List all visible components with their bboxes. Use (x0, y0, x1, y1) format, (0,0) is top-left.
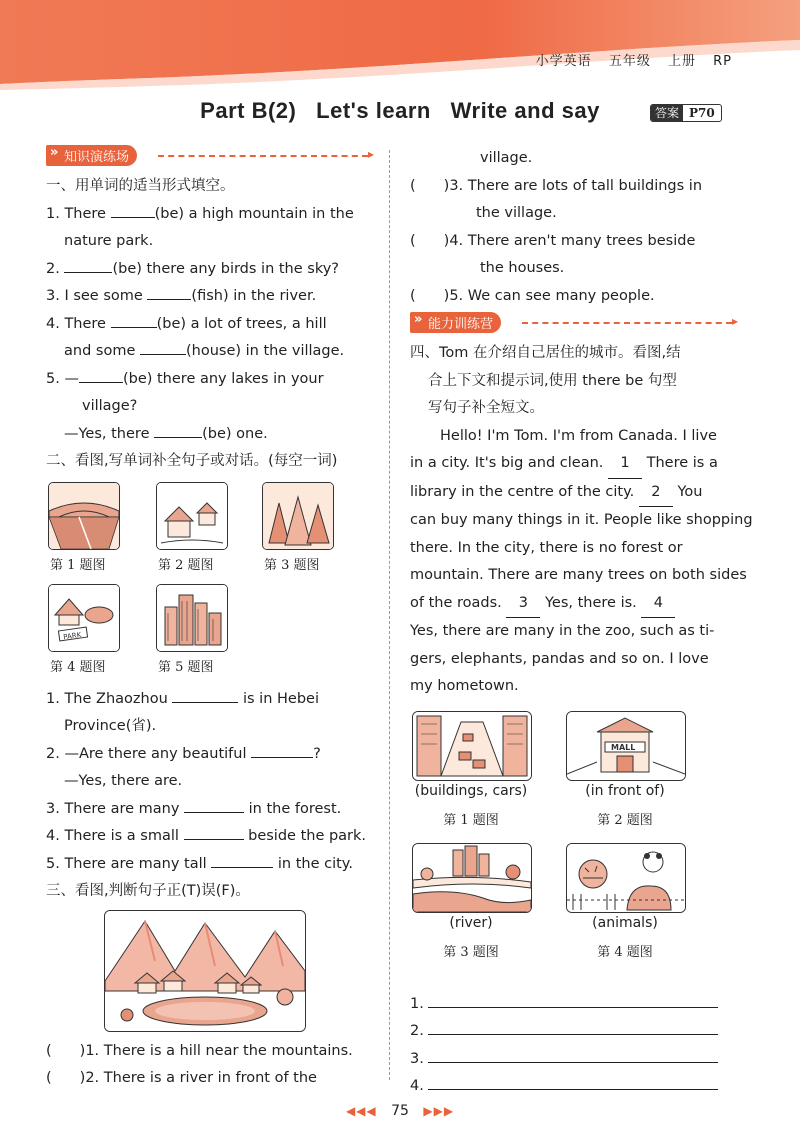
blank-number[interactable]: 2 (639, 479, 673, 508)
q3-line: the village. (476, 205, 557, 221)
volume-label: 上册 (667, 54, 696, 69)
section-header-ability (410, 312, 734, 334)
passage-line: mountain. There are many trees on both sides (410, 567, 747, 583)
hint-label: (river) (449, 914, 493, 931)
left-column (46, 145, 370, 1093)
q4-heading-line: 合上下文和提示词,使用 there be 句型 (428, 372, 677, 389)
passage-line: library in the centre of the city. 2 You (410, 479, 734, 508)
q2-pictures (46, 476, 370, 686)
lake-picture (48, 584, 120, 652)
blank-number[interactable]: 4 (641, 590, 675, 619)
answer-line-row: 2. (410, 1018, 734, 1046)
hint-label: (buildings, cars) (414, 782, 528, 799)
passage-line: Yes, there are many in the zoo, such as ti- (410, 623, 715, 639)
fill-blank[interactable] (140, 340, 186, 355)
q1-line: 5. — (be) there any lakes in your (46, 366, 370, 394)
q1-line: 3. I see some (fish) in the river. (46, 283, 370, 311)
blank-number[interactable]: 3 (506, 590, 540, 619)
q1-heading: 一、用单词的适当形式填空。 (46, 178, 235, 194)
fill-blank[interactable] (172, 688, 238, 703)
picture-caption: 第 5 题图 (158, 659, 214, 675)
q2-line: 1. The Zhaozhou is in Hebei (46, 686, 370, 714)
q1-line: and some (house) in the village. (46, 338, 370, 366)
fill-blank[interactable] (147, 285, 191, 300)
village-scene-picture (104, 910, 306, 1032)
q3-heading: 三、看图,判断句子正(T)误(F)。 (46, 883, 250, 899)
zoo-animals-picture (566, 843, 686, 913)
q1-line: 2. (be) there any birds in the sky? (46, 256, 370, 284)
forest-picture (262, 482, 334, 550)
column-divider (389, 150, 390, 1080)
right-column (410, 145, 753, 1101)
picture-caption: 第 2 题图 (597, 812, 653, 828)
grade-label: 五年级 (608, 54, 651, 69)
q1-line: 1. There (be) a high mountain in the (46, 201, 370, 229)
fill-blank[interactable] (79, 368, 123, 383)
q2-line: Province(省). (64, 718, 157, 734)
page-title: Part B(2) Let's learn Write and say (200, 98, 600, 123)
q3-line: ( )3. There are lots of tall buildings in (410, 177, 703, 194)
answer-write-line[interactable] (428, 1048, 718, 1063)
header-wave (0, 0, 800, 90)
picture-caption: 第 3 题图 (264, 557, 320, 573)
next-arrows-icon: ▶▶▶ (423, 1104, 455, 1118)
answer-label: 答案 (651, 105, 683, 121)
passage-line: in a city. It's big and clean. 1 There is a (410, 450, 734, 479)
fill-blank[interactable] (184, 798, 244, 813)
passage-line: my hometown. (410, 678, 519, 694)
q3-line: ( )5. We can see many people. (410, 287, 655, 304)
page-number: 75 (391, 1103, 409, 1119)
q1-line: —Yes, there (be) one. (46, 421, 370, 449)
river-picture (412, 843, 532, 913)
passage-line: there. In the city, there is no forest or (410, 539, 683, 556)
q3-line: village. (480, 150, 533, 166)
section-header-knowledge (46, 145, 370, 167)
passage-line: Hello! I'm Tom. I'm from Canada. I live (440, 427, 717, 444)
q1-line: 4. There (be) a lot of trees, a hill (46, 311, 370, 339)
hint-label: (in front of) (585, 782, 665, 799)
section-tag: » 知识演练场 (46, 145, 137, 166)
hint-label: (animals) (592, 914, 658, 931)
fill-blank[interactable] (184, 825, 244, 840)
fill-blank[interactable] (251, 743, 313, 758)
fill-blank[interactable] (211, 853, 273, 868)
subject-label: 小学英语 (535, 54, 592, 69)
header-band (0, 0, 800, 90)
fill-blank[interactable] (111, 313, 157, 328)
q3-line: the houses. (480, 260, 565, 276)
answer-write-line[interactable] (428, 993, 718, 1008)
prev-arrows-icon: ◀◀◀ (345, 1104, 377, 1118)
passage-line: of the roads. 3 Yes, there is. 4 (410, 590, 734, 619)
section-dash (158, 155, 368, 157)
fill-blank[interactable] (154, 423, 202, 438)
section-tag: » 能力训练营 (410, 312, 501, 333)
buildings-picture (156, 584, 228, 652)
bridge-picture (48, 482, 120, 550)
answer-write-line[interactable] (428, 1020, 718, 1035)
q3-line: ( )4. There aren't many trees beside (410, 232, 696, 249)
q3-line: ( )2. There is a river in front of the (46, 1070, 317, 1086)
passage (410, 423, 753, 701)
mall-picture (566, 711, 686, 781)
q2-line: 3. There are many in the forest. (46, 796, 370, 824)
q3-line: ( )1. There is a hill near the mountains. (46, 1042, 353, 1059)
picture-caption: 第 4 题图 (597, 944, 653, 960)
answer-write-line[interactable] (428, 1075, 718, 1090)
answer-line-row: 3. (410, 1046, 734, 1074)
answer-badge (650, 104, 722, 122)
picture-caption: 第 1 题图 (443, 812, 499, 828)
picture-caption: 第 3 题图 (443, 944, 499, 960)
blank-number[interactable]: 1 (608, 450, 642, 479)
q4-pictures (410, 701, 734, 991)
q1-line: nature park. (64, 233, 154, 249)
answer-line-row: 4. (410, 1073, 734, 1101)
q4-heading-line: 写句子补全短文。 (428, 400, 544, 416)
q2-heading: 二、看图,写单词补全句子或对话。(每空一词) (46, 453, 338, 469)
q1-line: village? (82, 398, 138, 414)
section-dash (522, 322, 732, 324)
edition-label: RP (713, 54, 732, 69)
q2-line: 4. There is a small beside the park. (46, 823, 370, 851)
passage-line: gers, elephants, pandas and so on. I love (410, 650, 709, 667)
q2-line: —Yes, there are. (64, 773, 183, 789)
mall-sign-text: MALL (611, 742, 636, 752)
q4-heading-line: 四、Tom 在介绍自己居住的城市。看图,结 (410, 345, 681, 361)
passage-line: can buy many things in it. People like shopping (410, 512, 753, 528)
header-meta (524, 50, 732, 69)
q2-line: 5. There are many tall in the city. (46, 851, 370, 879)
answer-line-row: 1. (410, 991, 734, 1019)
picture-caption: 第 1 题图 (50, 557, 106, 573)
fill-blank[interactable] (64, 258, 112, 273)
house-picture (156, 482, 228, 550)
answer-page: P70 (689, 106, 715, 120)
park-sign-text: PARK (62, 630, 82, 641)
city-street-picture (412, 711, 532, 781)
picture-caption: 第 2 题图 (158, 557, 214, 573)
fill-blank[interactable] (111, 203, 155, 218)
page-footer (0, 1103, 800, 1119)
q2-line: 2. —Are there any beautiful ? (46, 741, 370, 769)
picture-caption: 第 4 题图 (50, 659, 106, 675)
